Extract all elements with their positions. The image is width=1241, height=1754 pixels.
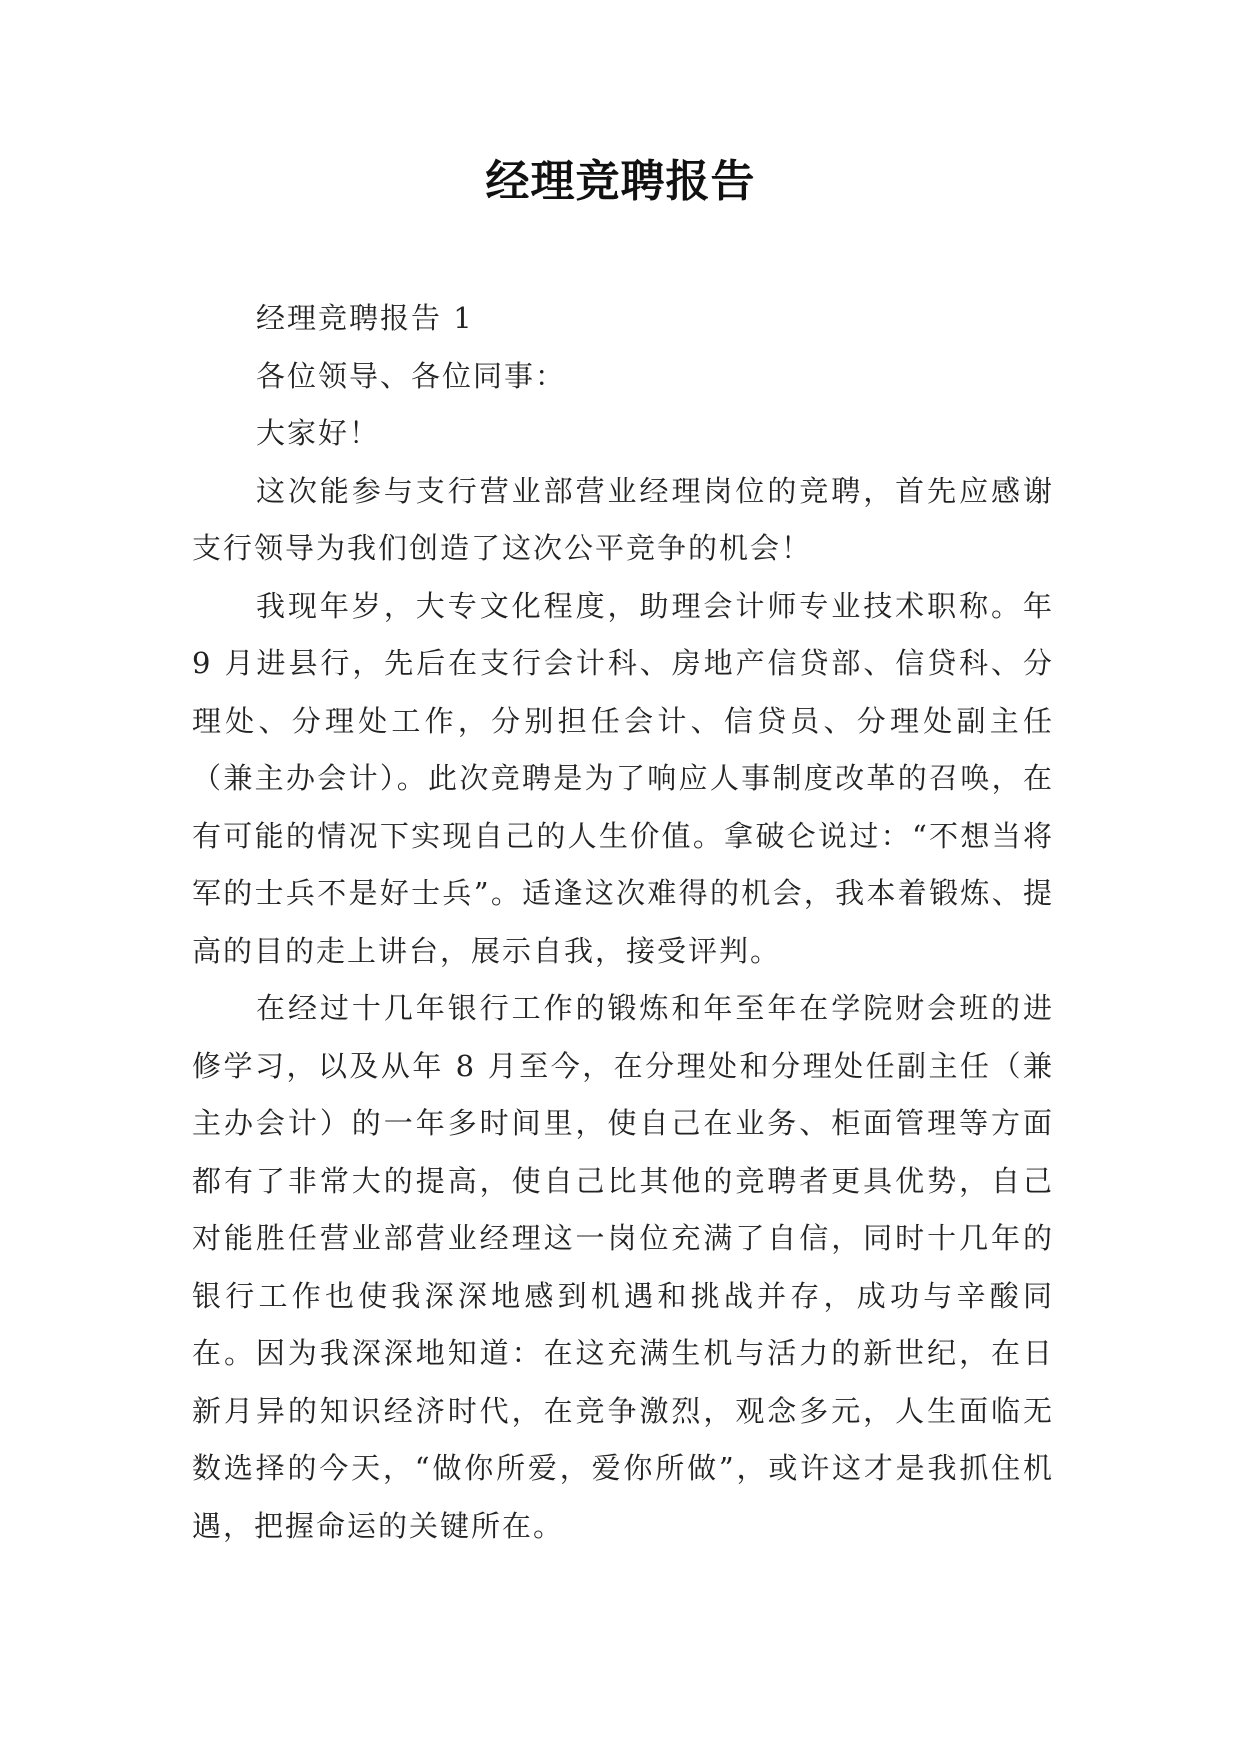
greeting: 大家好！ — [256, 416, 381, 450]
section-heading: 经理竞聘报告 1 — [256, 301, 474, 335]
body-paragraph: 我现年岁，大专文化程度，助理会计师专业技术职称。年 9 月进县行，先后在支行会计科、房地产信贷部、信贷科、分理处、分理处工作，分别担任会计、信贷员、分理处副主任（兼主办会计）。此次竞聘是为了响应人事制度改革的召唤，在有可能的情况下实现自己的人生价值。拿破仑说过：“不想当将军的士兵不是好士兵”。适逢这次难得的机会，我本着锻炼、提高的目的走上讲台，展示自我，接受评判。 — [192, 588, 1054, 968]
body-paragraph: 在经过十几年银行工作的锻炼和年至年在学院财会班的进修学习，以及从年 8 月至今，在分理处和分理处任副主任（兼主办会计）的一年多时间里，使自己在业务、柜面管理等方面都有了非常大的提高，使自己比其他的竞聘者更具优势，自己对能胜任营业部营业经理这一岗位充满了自信，同时十几年的银行工作也使我深深地感到机遇和挑战并存，成功与辛酸同在。因为我深深地知道：在这充满生机与活力的新世纪，在日新月异的知识经济时代，在竞争激烈，观念多元，人生面临无数选择的今天，“做你所爱，爱你所做”，或许这才是我抓住机遇，把握命运的关键所在。 — [192, 991, 1054, 1543]
body-paragraph: 这次能参与支行营业部营业经理岗位的竞聘，首先应感谢支行领导为我们创造了这次公平竞争的机会！ — [192, 473, 1054, 565]
document-title: 经理竞聘报告 — [485, 156, 756, 207]
salutation: 各位领导、各位同事： — [256, 358, 567, 393]
document-body — [192, 290, 1054, 1555]
